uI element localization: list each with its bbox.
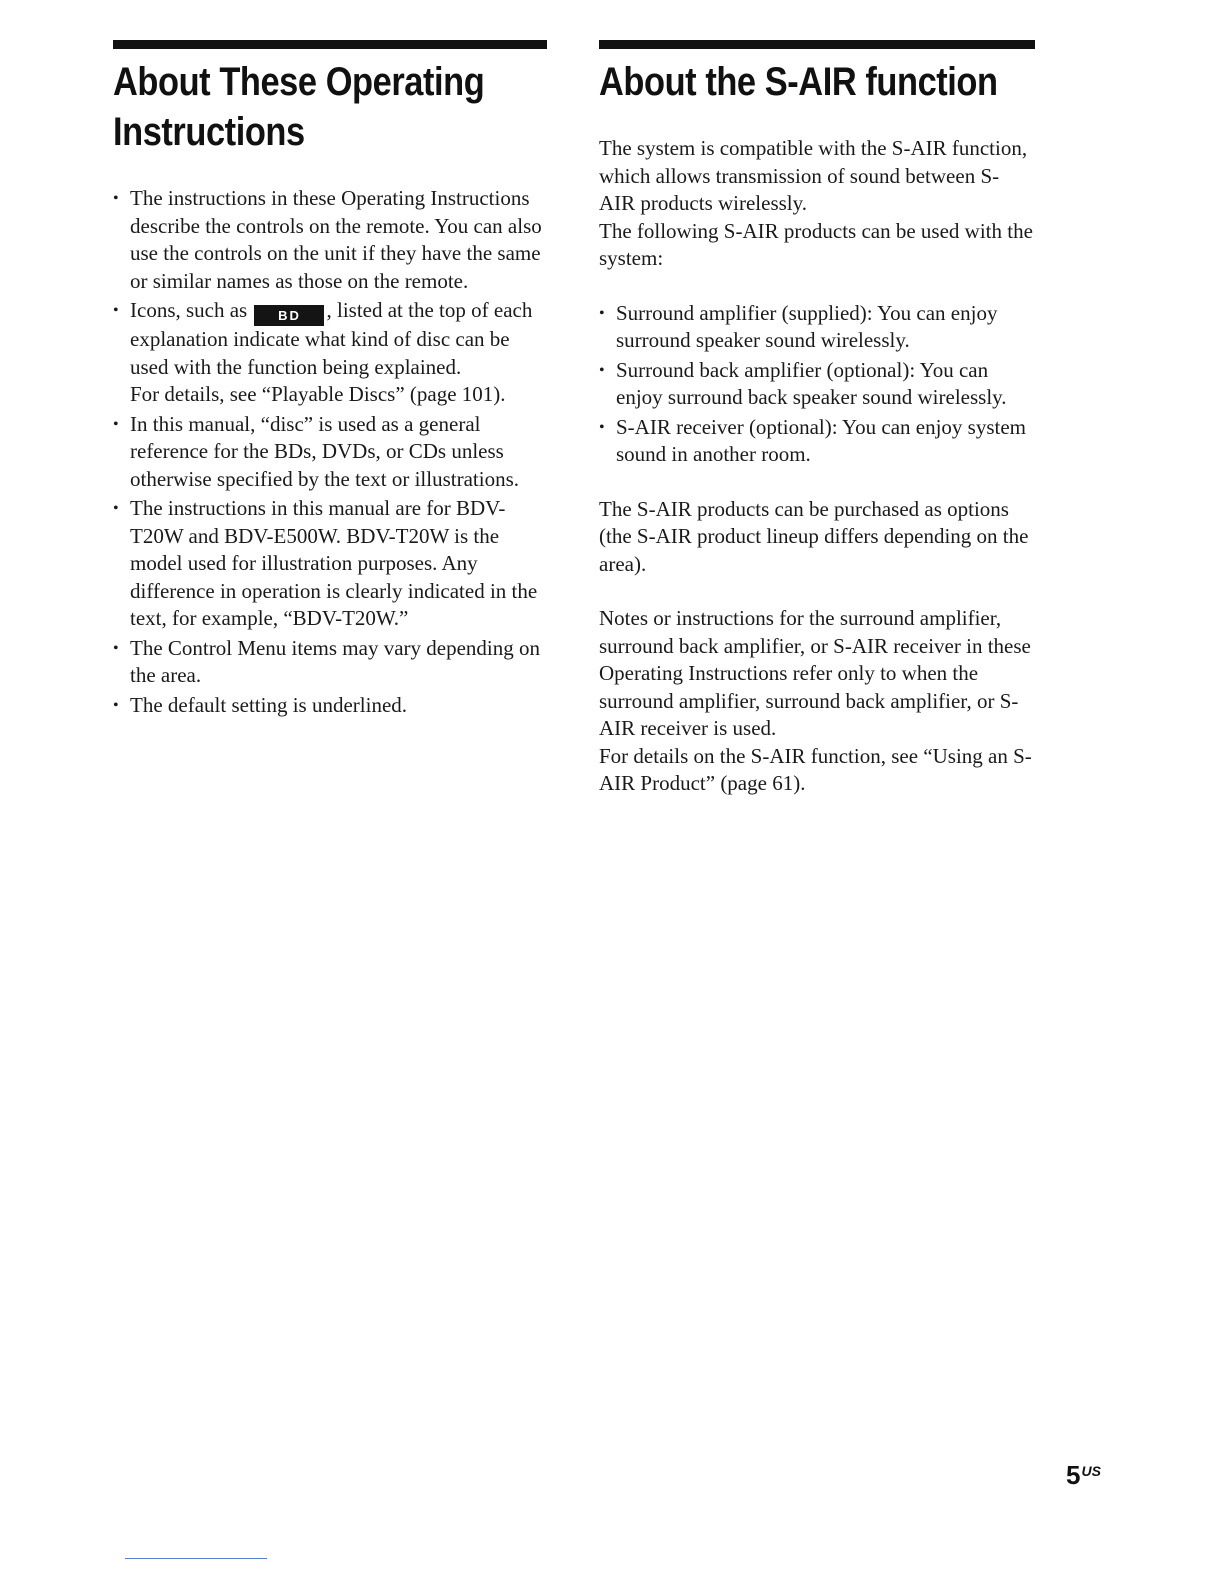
page-suffix: US xyxy=(1081,1463,1101,1479)
bd-disc-icon: BD xyxy=(254,305,324,326)
list-item-icons xyxy=(113,297,547,409)
list-item: • The default setting is underlined. xyxy=(113,692,547,720)
options-paragraph: The S-AIR products can be purchased as options (the S-AIR product lineup differs depending on the area). xyxy=(599,496,1029,576)
left-body xyxy=(113,185,547,719)
page-number-value: 5 xyxy=(1066,1460,1081,1490)
list-item: • The Control Menu items may vary depending on the area. xyxy=(113,635,547,690)
icons-text-after: , listed at the top of each explanation indicate what kind of disc can be used with the function being explained. xyxy=(130,298,533,379)
intro-paragraph-2: The following S-AIR products can be used with the system: xyxy=(599,218,1033,270)
list-item: • Surround amplifier (supplied): You can enjoy surround speaker sound wirelessly. xyxy=(599,300,1035,355)
notes-paragraph: Notes or instructions for the surround amplifier, surround back amplifier, or S-AIR receiver in these Operating Instructions refer only to when the surround amplifier, surround back amplifier, or S-AIR receiver is used. xyxy=(599,606,1031,740)
list-item: • The instructions in these Operating Instructions describe the controls on the remote. You can also use the controls on the unit if they have the same or similar names as those on the remote. xyxy=(113,185,547,295)
left-column xyxy=(113,40,547,721)
instructions-bullet-list xyxy=(113,185,547,719)
page-number xyxy=(1066,1460,1101,1491)
s-air-products-list xyxy=(599,300,1035,469)
list-item: • S-AIR receiver (optional): You can enjoy system sound in another room. xyxy=(599,414,1035,469)
list-item: • The instructions in this manual are for BDV-T20W and BDV-E500W. BDV-T20W is the model used for illustration purposes. Any difference in operation is clearly indicated in the text, for example, “BDV-T20W.” xyxy=(113,495,547,633)
section-heading-s-air xyxy=(599,57,998,107)
section-rule xyxy=(113,40,547,49)
heading-line-2: Instructions xyxy=(113,110,305,154)
details-paragraph: For details on the S-AIR function, see “Using an S-AIR Product” (page 61). xyxy=(599,743,1032,795)
right-body xyxy=(599,135,1035,798)
playable-discs-reference: For details, see “Playable Discs” (page 101). xyxy=(130,382,506,406)
heading-line: About the S-AIR function xyxy=(599,60,998,104)
intro-paragraph: The system is compatible with the S-AIR function, which allows transmission of sound between S-AIR products wirelessly. xyxy=(599,136,1028,215)
section-rule xyxy=(599,40,1035,49)
section-heading-operating-instructions xyxy=(113,57,486,157)
list-item: • In this manual, “disc” is used as a general reference for the BDs, DVDs, or CDs unless otherwise specified by the text or illustrations. xyxy=(113,411,547,494)
heading-line-1: About These Operating xyxy=(113,60,485,104)
icons-text-before: Icons, such as xyxy=(130,298,248,322)
right-column xyxy=(599,40,1035,798)
footer-divider xyxy=(125,1558,267,1559)
list-item: • Surround back amplifier (optional): You can enjoy surround back speaker sound wirelessly. xyxy=(599,357,1035,412)
